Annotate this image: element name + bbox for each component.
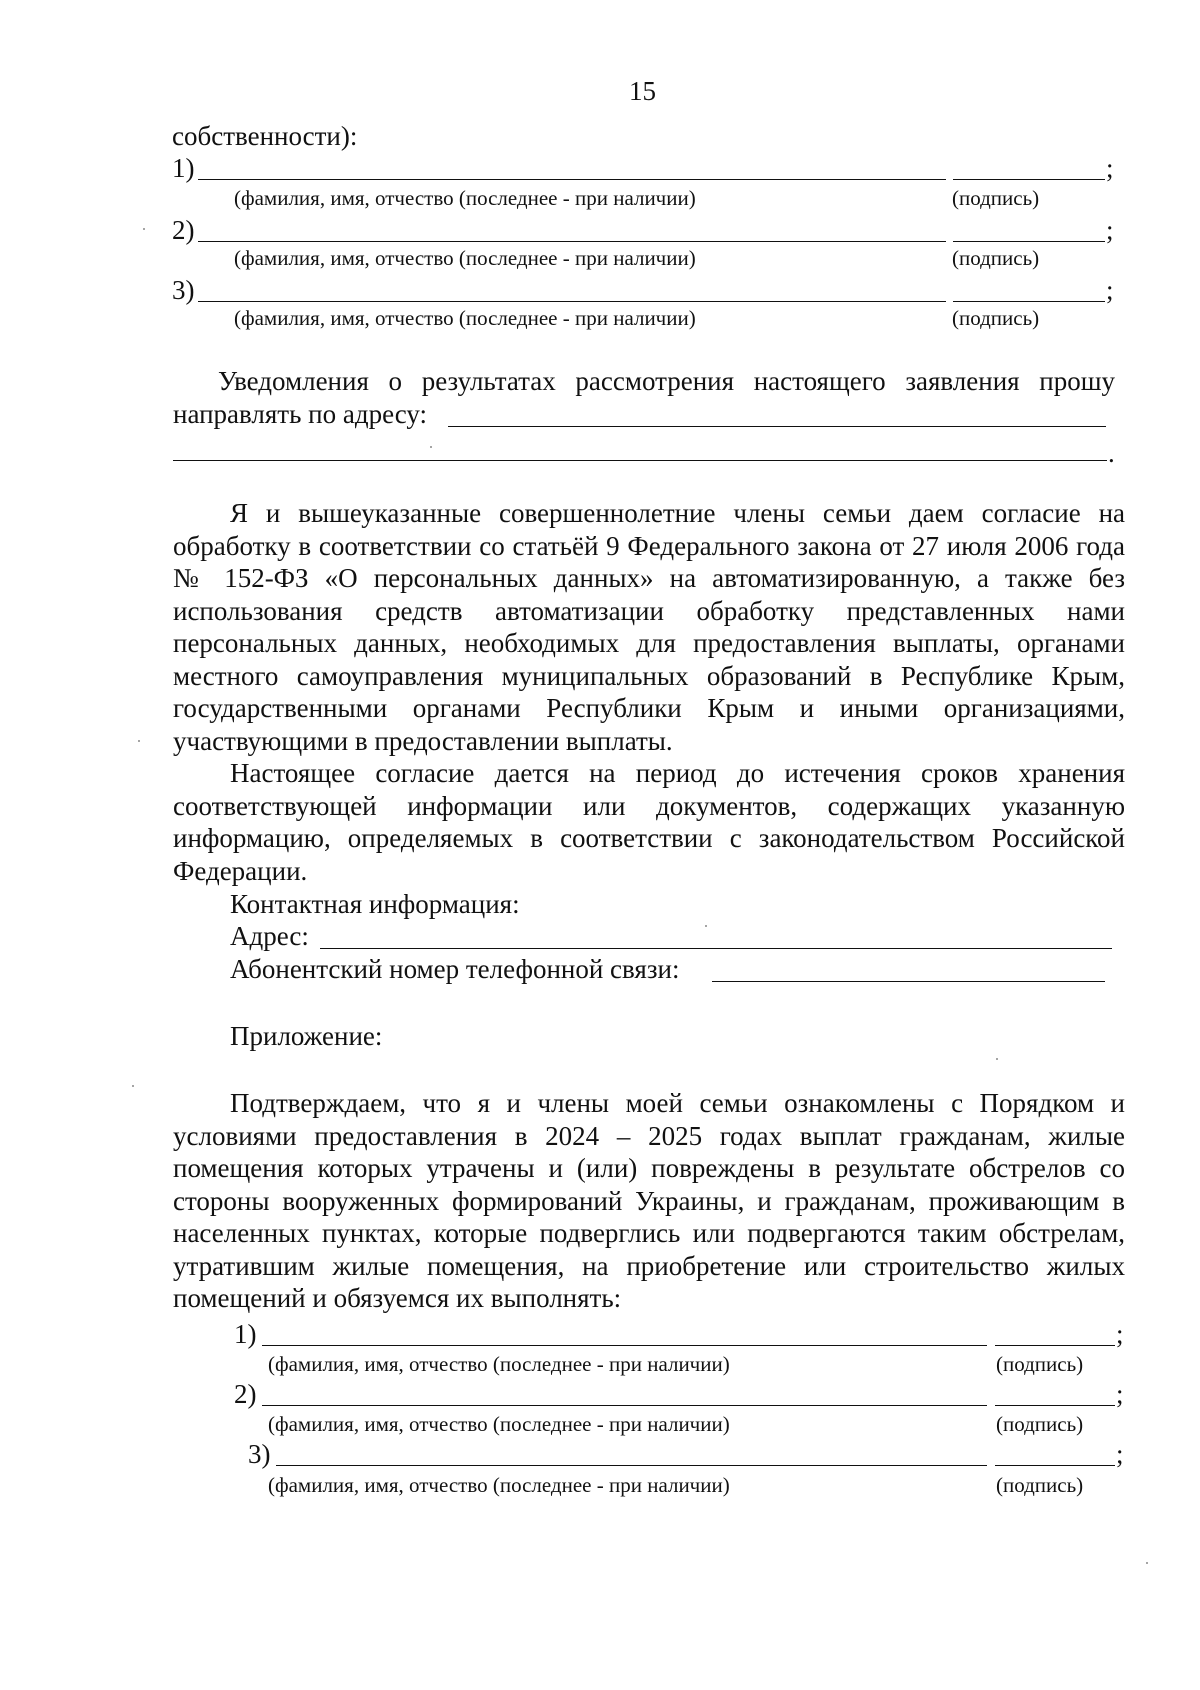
- signature-caption: (подпись): [996, 1473, 1084, 1497]
- notification-address-label: направлять по адресу:: [173, 399, 428, 429]
- name-field-line[interactable]: [198, 301, 946, 302]
- address-label: Адрес:: [230, 921, 309, 951]
- signature-field-line[interactable]: [953, 241, 1105, 242]
- contact-address-field-line[interactable]: [320, 948, 1112, 949]
- name-field-line[interactable]: [198, 241, 946, 242]
- notification-text: Уведомления о результатах рассмотрения настоящего заявления прошу: [218, 366, 1115, 396]
- signature-number: 3): [248, 1439, 271, 1469]
- confirmation-section: [173, 1087, 1125, 1315]
- name-field-line[interactable]: [262, 1405, 987, 1406]
- name-caption: (фамилия, имя, отчество (последнее - при наличии): [234, 186, 696, 210]
- signature-number: 2): [172, 215, 195, 245]
- name-field-line[interactable]: [276, 1465, 987, 1466]
- page-number: 15: [629, 76, 656, 106]
- row-end-mark: ;: [1106, 153, 1114, 183]
- consent-period-paragraph: Настоящее согласие дается на период до истечения сроков хранения соответствующей информации или документов, содержащих указанную информацию, определяемых в соответствии с законодательством Российской Федерации.: [173, 758, 1125, 886]
- signature-field-line[interactable]: [995, 1405, 1115, 1406]
- row-end-mark: ;: [1116, 1439, 1124, 1469]
- signature-field-line[interactable]: [995, 1465, 1115, 1466]
- signature-field-line[interactable]: [953, 301, 1105, 302]
- phone-field-line[interactable]: [712, 981, 1105, 982]
- scan-speck: [143, 228, 145, 230]
- intro-text: собственности):: [172, 121, 358, 151]
- name-caption: (фамилия, имя, отчество (последнее - при наличии): [268, 1412, 730, 1436]
- scan-speck: [996, 1058, 998, 1060]
- name-caption: (фамилия, имя, отчество (последнее - при наличии): [268, 1352, 730, 1376]
- signature-number: 1): [172, 153, 195, 183]
- phone-label: Абонентский номер телефонной связи:: [230, 954, 680, 984]
- signature-number: 3): [172, 275, 195, 305]
- contact-info-label: Контактная информация:: [230, 889, 520, 919]
- row-end-mark: ;: [1116, 1319, 1124, 1349]
- signature-caption: (подпись): [952, 306, 1040, 330]
- signature-caption: (подпись): [996, 1352, 1084, 1376]
- signature-field-line[interactable]: [995, 1345, 1115, 1346]
- name-field-line[interactable]: [198, 179, 946, 180]
- signature-field-line[interactable]: [953, 179, 1105, 180]
- row-end-mark: ;: [1106, 275, 1114, 305]
- appendix-label: Приложение:: [230, 1021, 383, 1051]
- consent-paragraph: Я и вышеуказанные совершеннолетние члены семьи даем согласие на обработку в соответствии со статьёй 9 Федерального закона от 27 июля 2006 года № 152-ФЗ «О персональных данных» на автоматизированную, а также без использования средств автоматизации обработку представленных нами персональных данных, необходимых для предоставления выплаты, органами местного самоуправления муниципальных образований в Республике Крым, государственными органами Республики Крым и иными организациями, участвующими в предоставлении выплаты.: [173, 498, 1125, 756]
- signature-number: 1): [234, 1319, 257, 1349]
- name-field-line[interactable]: [262, 1345, 987, 1346]
- signature-caption: (подпись): [952, 186, 1040, 210]
- name-caption: (фамилия, имя, отчество (последнее - при наличии): [234, 306, 696, 330]
- signature-caption: (подпись): [996, 1412, 1084, 1436]
- scan-speck: [705, 925, 707, 927]
- scan-speck: [430, 446, 432, 448]
- signature-caption: (подпись): [952, 246, 1040, 270]
- address-field-line-2[interactable]: [173, 460, 1107, 461]
- row-end-mark: ;: [1116, 1379, 1124, 1409]
- address-end-mark: .: [1108, 438, 1115, 468]
- row-end-mark: ;: [1106, 215, 1114, 245]
- name-caption: (фамилия, имя, отчество (последнее - при наличии): [268, 1473, 730, 1497]
- name-caption: (фамилия, имя, отчество (последнее - при наличии): [234, 246, 696, 270]
- confirmation-paragraph: Подтверждаем, что я и члены моей семьи ознакомлены с Порядком и условиями предоставления в 2024 – 2025 годах выплат гражданам, жилые помещения которых утрачены и (или) повреждены в результате обстрелов со стороны вооруженных формирований Украины, и гражданам, проживающим в населенных пунктах, которые подверглись или подвергаются таким обстрелам, утратившим жилые помещения, на приобретение или строительство жилых помещений и обязуемся их выполнять:: [173, 1088, 1125, 1313]
- consent-section: [173, 497, 1125, 887]
- scan-speck: [138, 740, 140, 742]
- address-field-line-1[interactable]: [448, 426, 1106, 427]
- scan-speck: [132, 1085, 134, 1087]
- signature-number: 2): [234, 1379, 257, 1409]
- scan-speck: [1146, 1562, 1148, 1564]
